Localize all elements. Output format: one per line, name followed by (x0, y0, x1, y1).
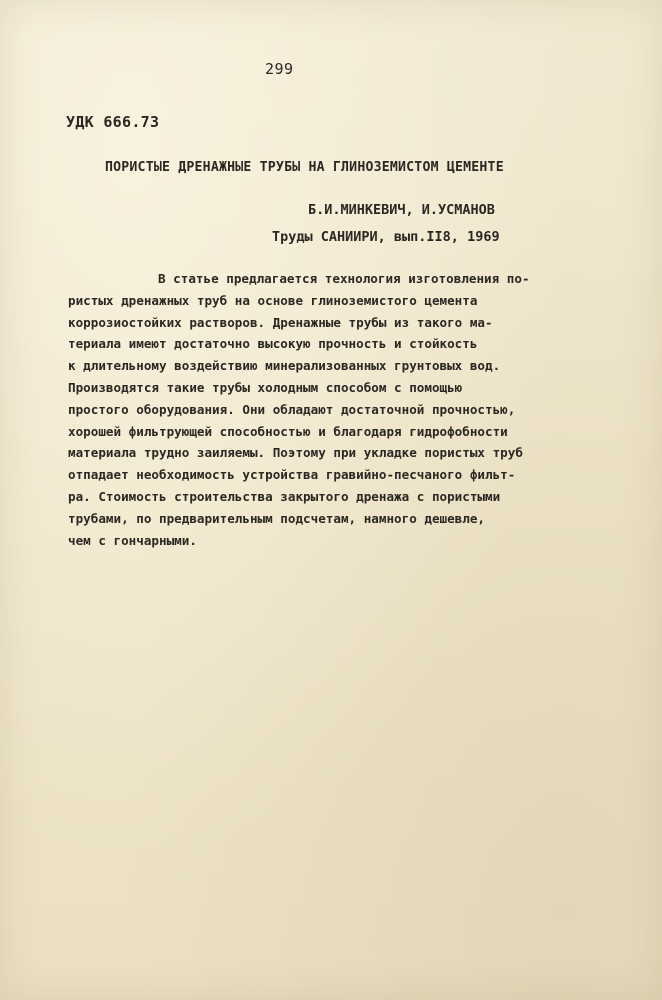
abstract-line: трубами, по предварительным подсчетам, намного дешевле, (68, 510, 486, 526)
abstract-line: чем с гончарными. (68, 532, 197, 548)
abstract-line: хорошей фильтрующей способностью и благодаря гидрофобности (68, 423, 508, 439)
abstract-line: ристых дренажных труб на основе глиноземистого цемента (68, 292, 478, 308)
page-number: 299 (265, 60, 294, 78)
abstract-line: отпадает необходимость устройства гравийно-песчаного фильт- (68, 467, 516, 483)
abstract-line: простого оборудования. Они обладают достаточной прочностью, (68, 401, 516, 417)
abstract-line: ра. Стоимость строительства закрытого дренажа с пористыми (68, 488, 501, 504)
abstract-line: В статье предлагается технология изготовления по- (158, 271, 530, 286)
article-authors: Б.И.МИНКЕВИЧ, И.УСМАНОВ (308, 202, 495, 218)
abstract-line: Производятся такие трубы холодным способом с помощью (68, 379, 463, 395)
abstract-line: к длительному воздействию минерализованных грунтовых вод. (68, 358, 501, 374)
abstract-line: коррозиостойких растворов. Дренажные трубы из такого ма- (68, 314, 493, 330)
article-title: ПОРИСТЫЕ ДРЕНАЖНЫЕ ТРУБЫ НА ГЛИНОЗЕМИСТОМ ЦЕМЕНТЕ (105, 160, 504, 175)
abstract-text (68, 268, 568, 551)
abstract-line: териала имеют достаточно высокую прочность и стойкость (68, 336, 478, 352)
article-source: Труды САНИИРИ, вып.II8, 1969 (272, 229, 500, 245)
udk-code: УДК 666.73 (66, 113, 160, 131)
abstract-line: материала трудно заиляемы. Поэтому при укладке пористых труб (68, 445, 523, 461)
